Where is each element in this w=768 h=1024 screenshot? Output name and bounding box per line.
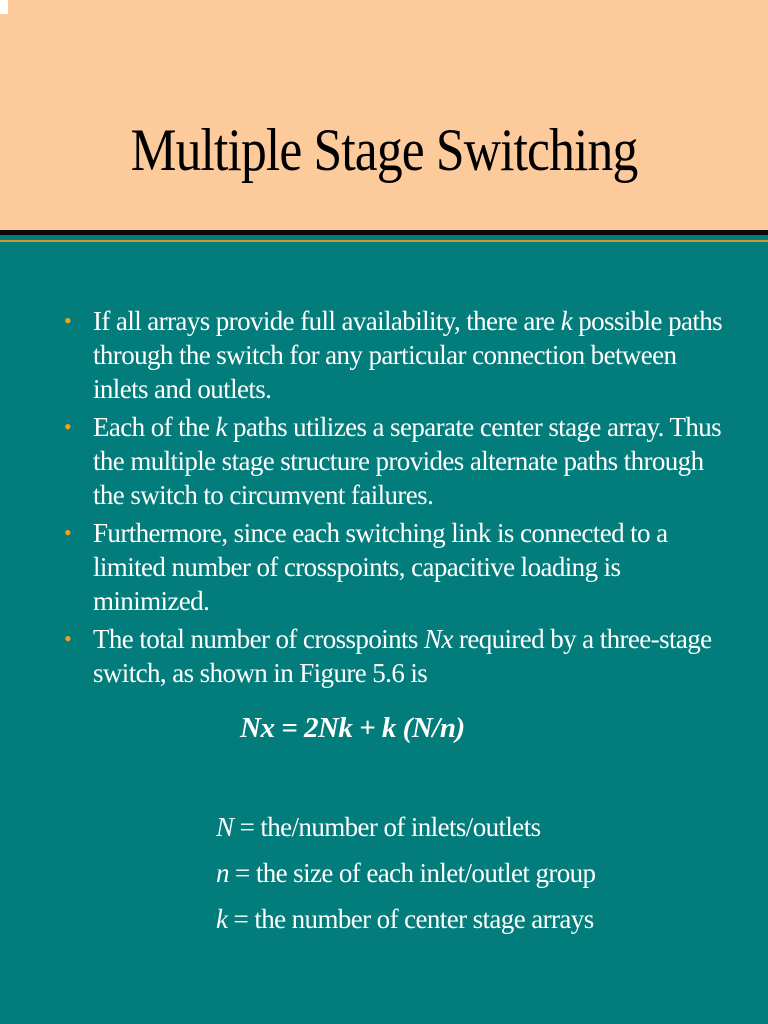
bullet-text-before: If all arrays provide full availability, there are xyxy=(93,306,561,336)
definition-text: = the number of center stage arrays xyxy=(227,904,594,934)
bullet-variable: k xyxy=(560,306,573,336)
definition-text: = the size of each inlet/outlet group xyxy=(228,858,596,888)
bullet-dot-icon: • xyxy=(64,308,72,333)
bullet-variable: k xyxy=(215,412,227,442)
bullet-text-before: The total number of crosspoints xyxy=(93,624,424,654)
crosspoint-formula: Nx = 2Nk + k (N/n) xyxy=(240,712,465,744)
bullet-variable: Nx xyxy=(423,624,453,654)
bullet-text-before: Furthermore, since each switching link is connected to a limited number of crosspoints, capacitive loading is minimized. xyxy=(93,518,668,616)
bullet-item xyxy=(64,410,724,512)
variable-definitions xyxy=(216,804,595,942)
bullet-text-after: possible paths through the switch for any particular connection between inlets and outlets. xyxy=(93,306,723,404)
bullet-dot-icon: • xyxy=(64,520,72,545)
definition-variable: k xyxy=(216,904,228,934)
definition-row xyxy=(216,896,595,942)
bullet-text-before: Each of the xyxy=(93,412,216,442)
bullet-dot-icon: • xyxy=(64,626,72,651)
bullet-item xyxy=(64,304,724,406)
definition-variable: N xyxy=(216,812,234,842)
bullet-text-after: required by a three-stage switch, as shown in Figure 5.6 is xyxy=(93,624,712,688)
divider-black xyxy=(0,230,768,235)
definition-row xyxy=(216,850,595,896)
divider-gold xyxy=(0,240,768,242)
corner-mark xyxy=(0,0,8,14)
bullet-dot-icon: • xyxy=(64,414,72,439)
title-banner xyxy=(0,0,768,230)
definition-variable: n xyxy=(216,858,229,888)
slide-title: Multiple Stage Switching xyxy=(130,117,638,183)
definition-text: = the/number of inlets/outlets xyxy=(233,812,541,842)
definition-row xyxy=(216,804,595,850)
bullet-item xyxy=(64,622,724,690)
bullet-list xyxy=(64,304,724,694)
bullet-item xyxy=(64,516,724,618)
bullet-text-after: paths utilizes a separate center stage array. Thus the multiple stage structure provides alternate paths through the switch to circumvent failures. xyxy=(93,412,722,510)
